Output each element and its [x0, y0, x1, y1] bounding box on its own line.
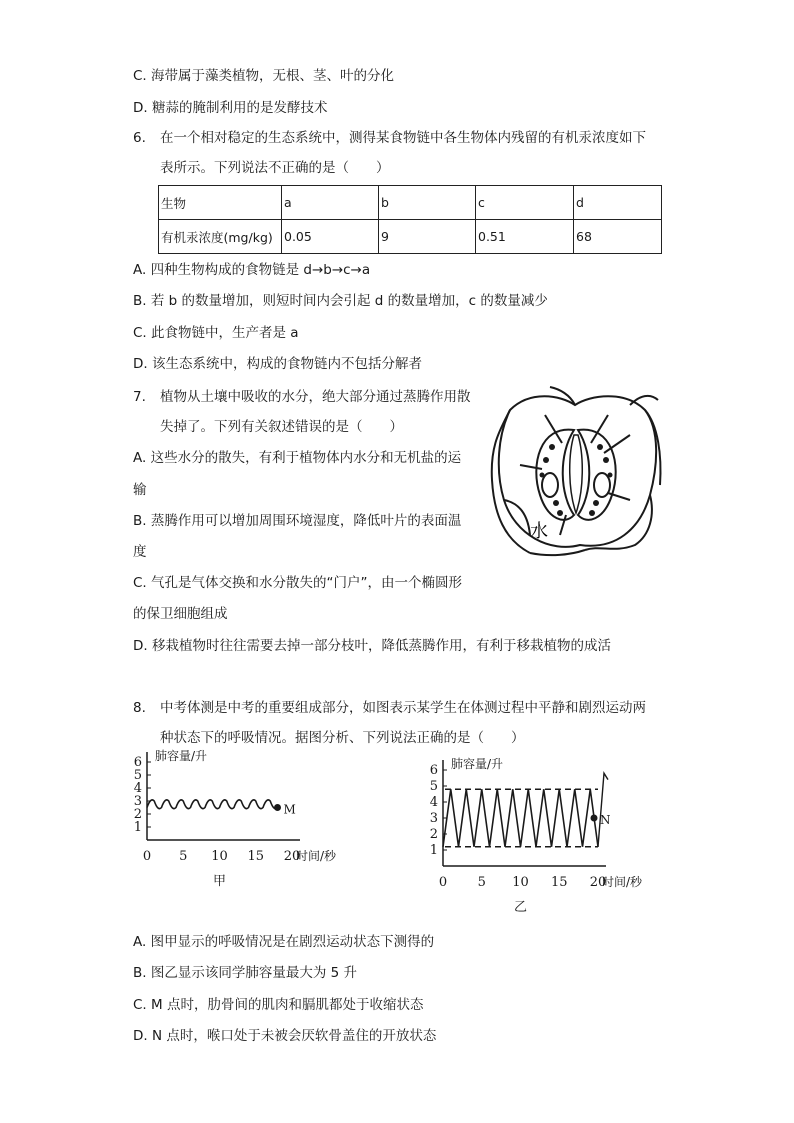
water-label: 水 — [530, 521, 548, 542]
y-axis-label: 肺容量/升 — [451, 757, 504, 771]
x-tick-label: 20 — [589, 875, 607, 890]
concentration-table — [158, 185, 662, 254]
q7-option-a-line1: A. 这些水分的散失，有利于植物体内水分和无机盐的运 — [133, 450, 462, 466]
y-tick-label: 1 — [429, 843, 438, 858]
series-line — [147, 800, 278, 809]
series-line-extension — [598, 773, 608, 847]
data-point-marker — [274, 804, 281, 811]
table-cell: c — [476, 186, 574, 220]
table-row — [159, 220, 662, 254]
q8-stem-line1: 中考体测是中考的重要组成部分，如图表示某学生在体测过程中平静和剧烈运动两 — [160, 700, 646, 716]
stomata-figure — [490, 385, 662, 560]
q7-stem-line2: 失掉了。下列有关叙述错误的是（ ） — [160, 419, 403, 435]
chart-caption: 甲 — [212, 874, 227, 889]
y-tick-label: 6 — [429, 763, 438, 778]
x-tick-label: 5 — [477, 875, 486, 890]
table-header-row — [159, 186, 662, 220]
y-tick-label: 1 — [133, 820, 142, 835]
chart-jia — [120, 749, 337, 922]
y-tick-label: 5 — [429, 779, 438, 794]
x-axis-label: 时间/秒 — [602, 875, 643, 889]
q6-option-c: C. 此食物链中，生产者是 a — [133, 325, 299, 341]
chart-yi — [415, 752, 665, 922]
q8-number: 8. — [133, 700, 146, 716]
table-cell: 0.05 — [282, 220, 379, 254]
y-tick-label: 2 — [429, 827, 438, 842]
x-tick-label: 0 — [438, 875, 448, 890]
q6-option-a: A. 四种生物构成的食物链是 d→b→c→a — [133, 262, 371, 278]
table-cell: b — [379, 186, 476, 220]
y-tick-label: 4 — [429, 795, 438, 810]
q8-option-d: D. N 点时，喉口处于未被会厌软骨盖住的开放状态 — [133, 1028, 437, 1044]
table-cell: 生物 — [159, 186, 282, 220]
x-axis-label: 时间/秒 — [296, 849, 337, 863]
q7-option-d: D. 移栽植物时往往需要去掉一部分枝叶，降低蒸腾作用，有利于移栽植物的成活 — [133, 638, 611, 654]
y-axis-label: 肺容量/升 — [155, 749, 208, 763]
y-tick-label: 5 — [133, 768, 142, 783]
table-cell: a — [282, 186, 379, 220]
point-label: M — [283, 802, 296, 817]
y-tick-label: 4 — [133, 781, 142, 796]
q7-option-b-line1: B. 蒸腾作用可以增加周围环境湿度，降低叶片的表面温 — [133, 513, 462, 529]
q5-option-c: C. 海带属于藻类植物，无根、茎、叶的分化 — [133, 68, 395, 84]
x-tick-label: 15 — [550, 875, 568, 890]
x-tick-label: 5 — [179, 849, 188, 864]
q8-stem-line2: 种状态下的呼吸情况。据图分析、下列说法正确的是（ ） — [160, 730, 525, 746]
q7-option-b-line2: 度 — [133, 544, 147, 560]
q5-option-d: D. 糖蒜的腌制利用的是发酵技术 — [133, 100, 328, 116]
q7-option-c-line1: C. 气孔是气体交换和水分散失的“门户”，由一个椭圆形 — [133, 575, 462, 591]
x-tick-label: 10 — [211, 849, 228, 864]
x-tick-label: 20 — [283, 849, 301, 864]
y-tick-label: 3 — [429, 811, 438, 826]
x-tick-label: 15 — [247, 849, 265, 864]
q6-option-d: D. 该生态系统中，构成的食物链内不包括分解者 — [133, 356, 422, 372]
series-line — [443, 789, 598, 847]
table-cell: 9 — [379, 220, 476, 254]
chart-caption: 乙 — [513, 900, 528, 915]
q7-stem-line1: 植物从土壤中吸收的水分，绝大部分通过蒸腾作用散 — [160, 389, 471, 405]
table-cell: 68 — [574, 220, 662, 254]
x-tick-label: 0 — [142, 849, 152, 864]
x-tick-label: 10 — [512, 875, 529, 890]
q6-number: 6. — [133, 130, 146, 146]
table-cell: 0.51 — [476, 220, 574, 254]
data-point-marker — [591, 815, 598, 822]
y-tick-label: 6 — [133, 755, 142, 770]
point-label: N — [600, 813, 611, 827]
q6-stem-line2: 表所示。下列说法不正确的是（ ） — [160, 160, 390, 176]
q7-option-c-line2: 的保卫细胞组成 — [133, 606, 228, 622]
q7-option-a-line2: 输 — [133, 482, 147, 498]
table-cell: d — [574, 186, 662, 220]
q6-stem-line1: 在一个相对稳定的生态系统中，测得某食物链中各生物体内残留的有机汞浓度如下 — [160, 130, 646, 146]
q8-option-b: B. 图乙显示该同学肺容量最大为 5 升 — [133, 965, 358, 981]
q8-option-c: C. M 点时，肋骨间的肌肉和膈肌都处于收缩状态 — [133, 997, 424, 1013]
y-tick-label: 2 — [133, 807, 142, 822]
q8-option-a: A. 图甲显示的呼吸情况是在剧烈运动状态下测得的 — [133, 934, 435, 950]
q7-number: 7. — [133, 389, 146, 405]
table-cell: 有机汞浓度(mg/kg) — [159, 220, 282, 254]
q6-option-b: B. 若 b 的数量增加，则短时间内会引起 d 的数量增加，c 的数量减少 — [133, 293, 548, 309]
y-tick-label: 3 — [133, 794, 142, 809]
